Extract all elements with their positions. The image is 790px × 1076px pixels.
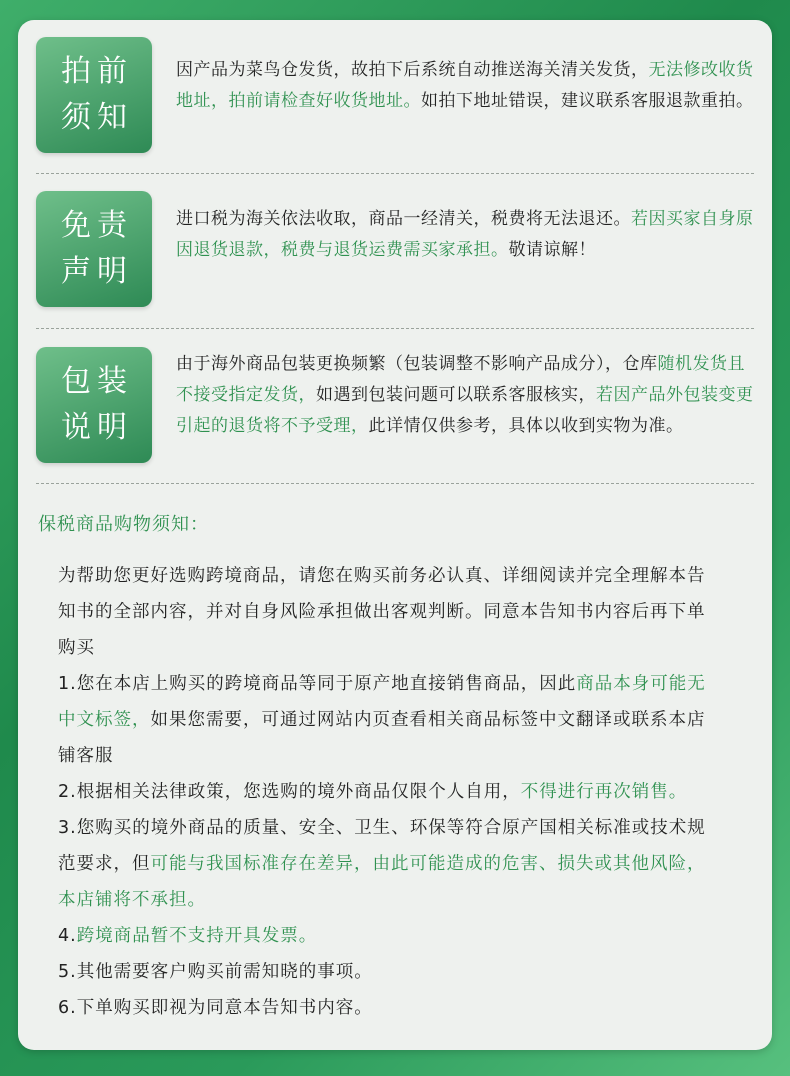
text-run-highlight: 随机发货且不接受指定发货，: [176, 354, 745, 405]
text-run-highlight: 若因产品外包装变更引起的退货将不予受理，: [176, 385, 754, 436]
section-text: [176, 204, 761, 266]
notice-item-1: [58, 666, 718, 774]
section-text: [176, 55, 761, 117]
text-run-highlight: 若因买家自身原因退货退款，税费与退货运费需买家承担。: [176, 209, 754, 260]
section-text: [176, 349, 761, 442]
text-run: 3.您购买的境外商品的质量、安全、卫生、环保等符合原产国相关标准或技术规范要求，但: [58, 818, 706, 874]
text-run: 如拍下地址错误，建议联系客服退款重拍。: [421, 91, 754, 111]
notice-item-4: [58, 918, 718, 954]
notice-body: [58, 558, 718, 1026]
badge-line-1: 拍前: [61, 54, 133, 89]
notice-item-3: [58, 810, 718, 918]
text-run-highlight: 可能与我国标准存在差异，由此可能造成的危害、损失或其他风险，本店铺将不承担。: [58, 854, 706, 910]
text-run: 敬请谅解！: [508, 240, 596, 260]
text-run-highlight: 商品本身可能无中文标签，: [58, 674, 706, 730]
badge-packaging: [36, 347, 152, 463]
text-run: 5.其他需要客户购买前需知晓的事项。: [58, 962, 373, 982]
text-run-highlight: 不得进行再次销售。: [520, 782, 688, 802]
notice-paragraph: [58, 558, 718, 666]
text-run: 此详情仅供参考，具体以收到实物为准。: [368, 416, 684, 436]
divider: [36, 328, 754, 329]
text-run: 2.根据相关法律政策，您选购的境外商品仅限个人自用，: [58, 782, 521, 802]
text-run: 6.下单购买即视为同意本告知书内容。: [58, 998, 373, 1018]
text-run: 因产品为菜鸟仓发货，故拍下后系统自动推送海关清关发货，: [176, 60, 649, 80]
divider: [36, 173, 754, 174]
notice-title: 保税商品购物须知：: [38, 514, 209, 535]
notice-item-2: [58, 774, 718, 810]
badge-line-2: 声明: [61, 254, 133, 289]
badge-line-1: 免责: [61, 208, 133, 243]
badge-before-purchase: [36, 37, 152, 153]
text-run-highlight: 跨境商品暂不支持开具发票。: [76, 926, 318, 946]
text-run: 由于海外商品包装更换频繁（包装调整不影响产品成分），仓库: [176, 354, 658, 374]
text-run: 如果您需要，可通过网站内页查看相关商品标签中文翻译或联系本店铺客服: [58, 710, 706, 766]
text-run: 为帮助您更好选购跨境商品，请您在购买前务必认真、详细阅读并完全理解本告知书的全部内容，并对自身风险承担做出客观判断。同意本告知书内容后再下单购买: [58, 566, 706, 658]
badge-line-2: 说明: [61, 410, 133, 445]
notice-item-6: [58, 990, 718, 1026]
text-run-highlight: 无法修改收货地址，拍前请检查好收货地址。: [176, 60, 754, 111]
badge-disclaimer: [36, 191, 152, 307]
text-run: 4.: [58, 926, 77, 946]
badge-line-2: 须知: [61, 100, 133, 135]
content-card: [18, 20, 772, 1050]
notice-item-5: [58, 954, 718, 990]
text-run: 如遇到包装问题可以联系客服核实，: [316, 385, 596, 405]
divider: [36, 483, 754, 484]
badge-line-1: 包装: [61, 364, 133, 399]
text-run: 进口税为海关依法收取，商品一经清关，税费将无法退还。: [176, 209, 631, 229]
text-run: 1.您在本店上购买的跨境商品等同于原产地直接销售商品，因此: [58, 674, 577, 694]
